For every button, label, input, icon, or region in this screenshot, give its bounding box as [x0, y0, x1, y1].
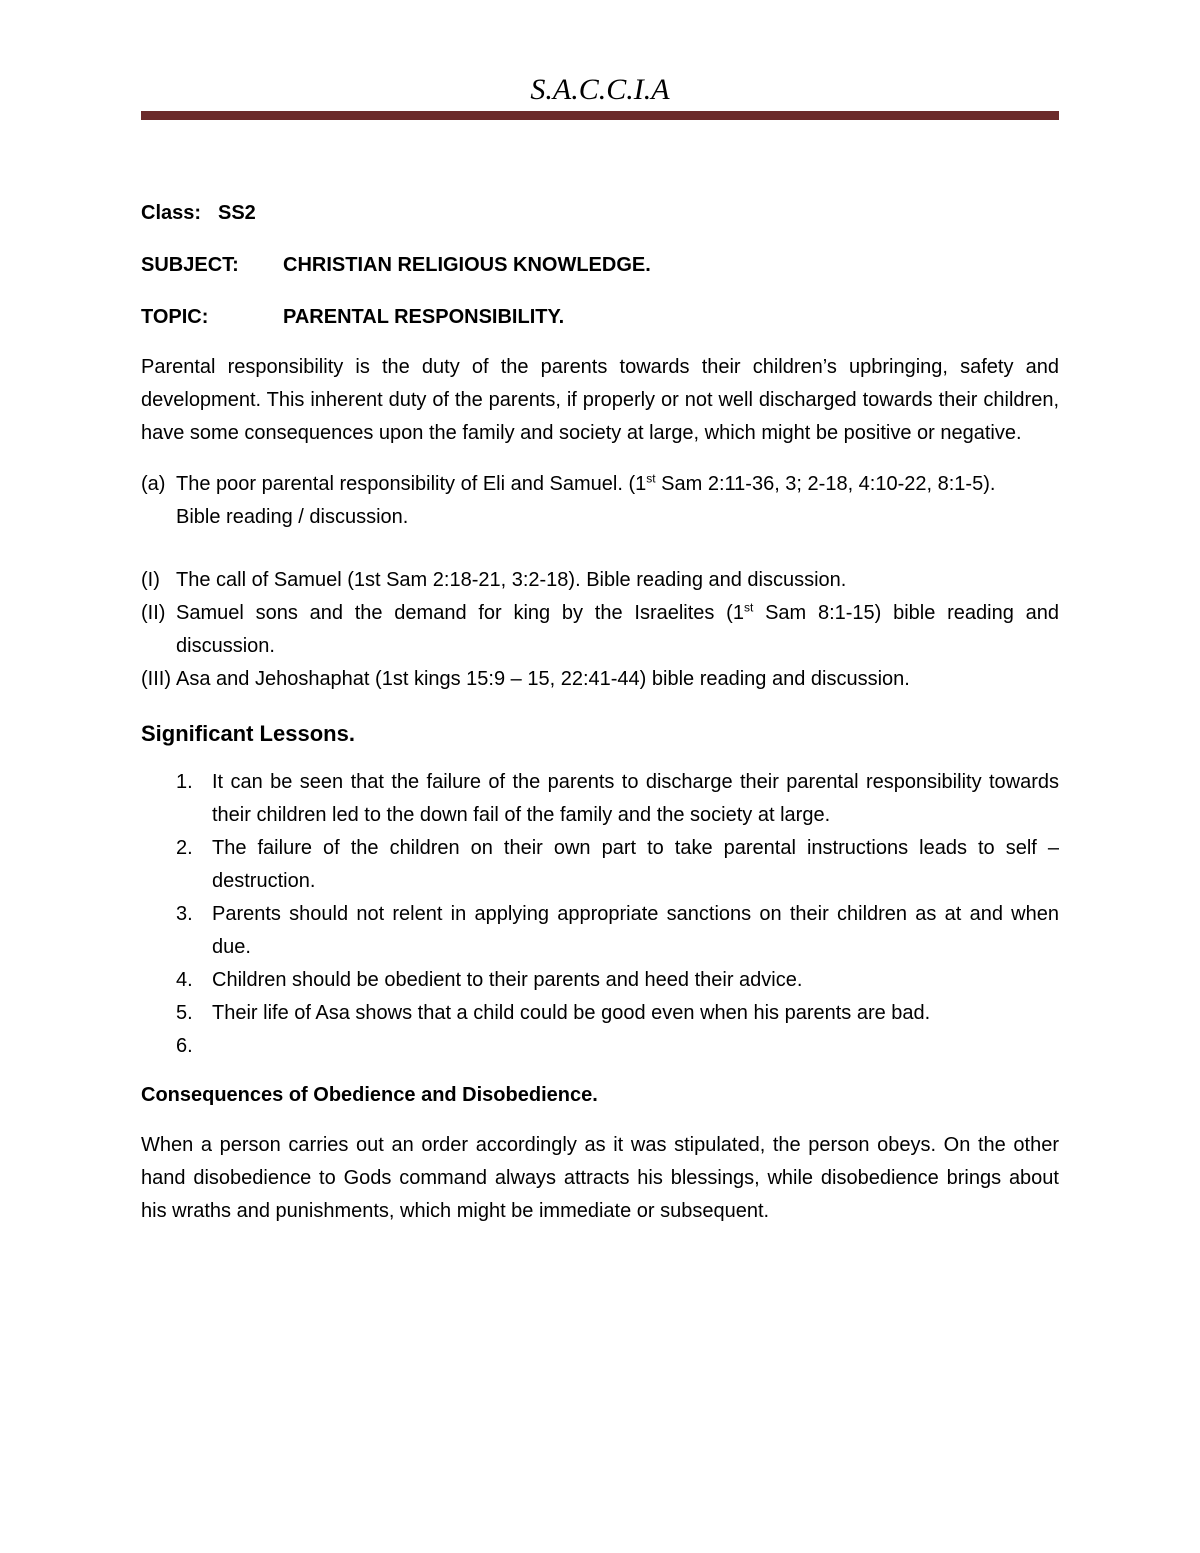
intro-paragraph: Parental responsibility is the duty of the parents towards their children’s upbringing, safety and development. This inherent duty of the parents, if properly or not well discharged towards their children, have some consequences upon the family and society at large, which might be positive or negative. [141, 356, 1059, 444]
lessons-heading: Significant Lessons. [141, 721, 355, 746]
roman-marker: (II) [141, 602, 166, 624]
roman-marker: (III) [141, 668, 171, 690]
consequences-heading: Consequences of Obedience and Disobedience. [141, 1084, 598, 1106]
header-title: S.A.C.C.I.A [530, 73, 670, 106]
topic-label: TOPIC: [141, 306, 209, 328]
section-a-line2: Bible reading / discussion. [176, 506, 409, 528]
class-value: SS2 [218, 202, 256, 224]
roman-item [141, 564, 1059, 597]
document-body [141, 195, 1059, 1228]
roman-text: The call of Samuel (1st Sam 2:18-21, 3:2-18). Bible reading and discussion. [176, 569, 847, 591]
roman-item [141, 663, 1059, 696]
list-item: 5. Their life of Asa shows that a child could be good even when his parents are bad. [176, 1002, 931, 1024]
list-item: 1. It can be seen that the failure of the parents to discharge their parental responsibility towards their children led to the down fail of the family and the society at large. [176, 771, 1059, 826]
spacer [141, 534, 1059, 564]
roman-text: Asa and Jehoshaphat (1st kings 15:9 – 15, 22:41-44) bible reading and discussion. [176, 668, 910, 690]
roman-item [141, 597, 1059, 663]
subject-value: CHRISTIAN RELIGIOUS KNOWLEDGE. [283, 254, 651, 276]
subject-label: SUBJECT: [141, 254, 239, 276]
header-divider [141, 111, 1059, 120]
list-item: 4. Children should be obedient to their parents and heed their advice. [176, 969, 803, 991]
list-item: 3. Parents should not relent in applying appropriate sanctions on their children as at and when due. [176, 903, 1059, 958]
topic-value: PARENTAL RESPONSIBILITY. [283, 306, 565, 328]
class-line [141, 195, 1059, 247]
section-a-text: The poor parental responsibility of Eli and Samuel. (1st Sam 2:11-36, 3; 2-18, 4:10-22, 8:1-5). Bible reading / discussion. [176, 471, 996, 528]
spacer [141, 450, 1059, 468]
topic-line [141, 299, 1059, 351]
roman-marker: (I) [141, 569, 160, 591]
lessons-list [141, 766, 1059, 1063]
roman-text: Samuel sons and the demand for king by the Israelites (1st Sam 8:1-15) bible reading and discussion. [176, 600, 1059, 657]
list-item: 6. [176, 1035, 193, 1057]
consequences-paragraph: When a person carries out an order accordingly as it was stipulated, the person obeys. On the other hand disobedience to Gods command always attracts his blessings, while disobedience brings about his wraths and punishments, which might be immediate or subsequent. [141, 1134, 1059, 1222]
section-a [141, 468, 1059, 534]
subject-line [141, 247, 1059, 299]
list-item: 2. The failure of the children on their own part to take parental instructions leads to self – destruction. [176, 837, 1059, 892]
class-label: Class: [141, 202, 202, 224]
section-a-marker: (a) [141, 473, 166, 495]
